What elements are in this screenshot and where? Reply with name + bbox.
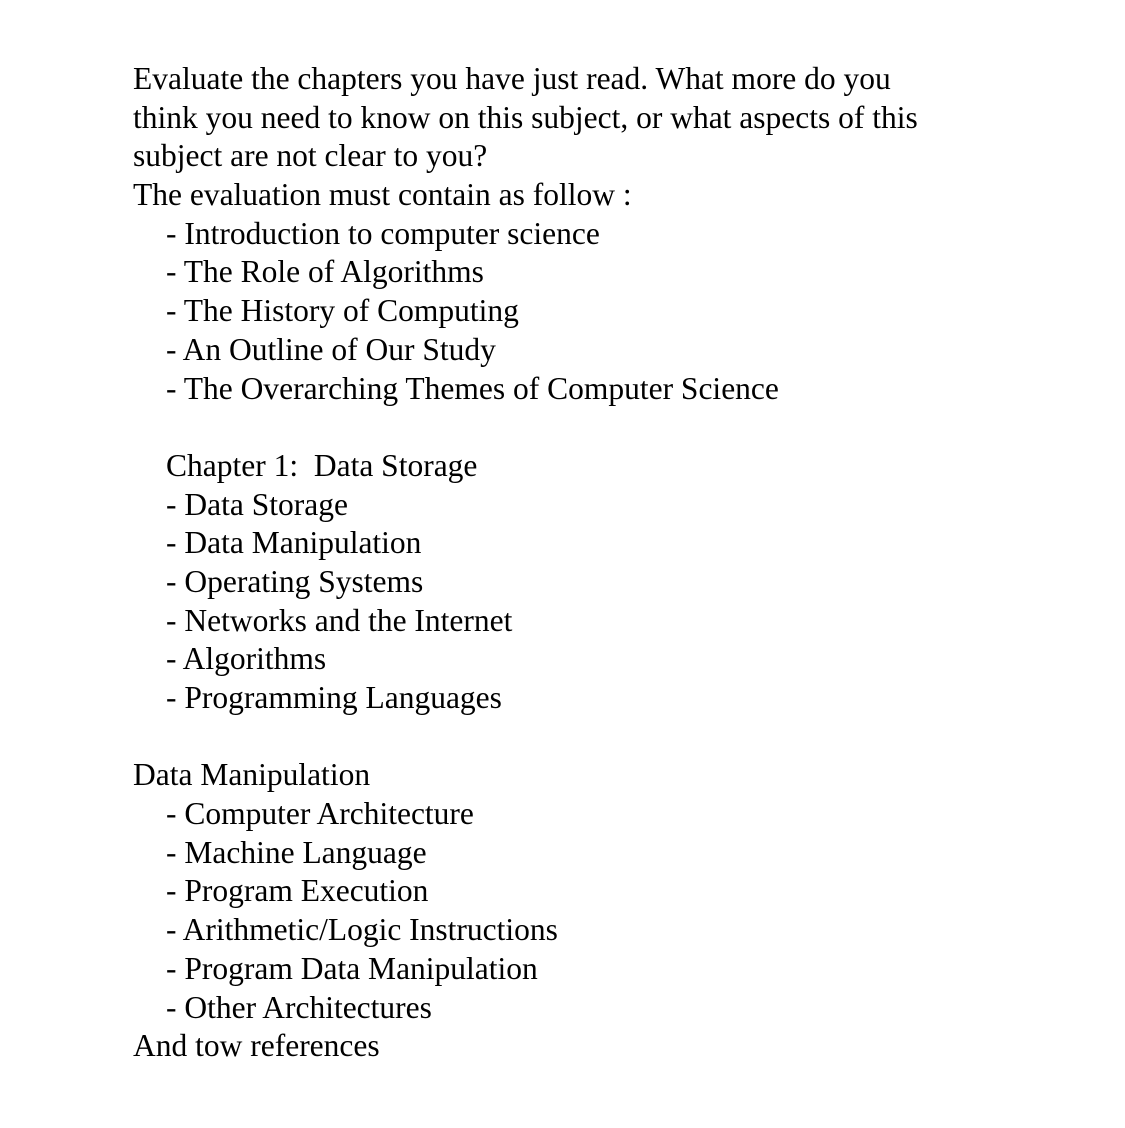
list-item: - Machine Language (166, 834, 427, 870)
data-manipulation-section (133, 756, 1033, 1027)
section-heading: Data Manipulation (133, 757, 371, 793)
document-body (133, 60, 1033, 1066)
list-item: - Other Architectures (166, 989, 432, 1025)
list-item: - Program Data Manipulation (166, 950, 538, 986)
intro-line-2: think you need to know on this subject, or what aspects of this (133, 99, 918, 135)
list-item: - An Outline of Our Study (166, 331, 496, 367)
list-item: - The Overarching Themes of Computer Science (166, 370, 779, 406)
list-item: - Programming Languages (166, 680, 502, 715)
list-item: - Computer Architecture (166, 796, 474, 832)
list-item: - Data Manipulation (166, 525, 422, 561)
list-item: - Introduction to computer science (166, 215, 600, 251)
spacer (133, 408, 1033, 447)
list-item: - Program Execution (166, 873, 429, 909)
list-item: - Data Storage (166, 486, 348, 522)
list-item: - Arithmetic/Logic Instructions (166, 912, 558, 948)
spacer (133, 718, 1033, 757)
intro-line-1: Evaluate the chapters you have just read. What more do you (133, 61, 891, 96)
chapter-1-section (133, 447, 1033, 718)
list-item: - Operating Systems (166, 563, 424, 599)
list-item: - The History of Computing (166, 293, 519, 329)
intro-line-3: subject are not clear to you? (133, 138, 488, 174)
closing-line: And tow references (133, 1028, 380, 1064)
list-item: - Algorithms (166, 641, 327, 677)
intro-line-4: The evaluation must contain as follow : (133, 177, 632, 213)
section-heading: Chapter 1: Data Storage (166, 447, 478, 483)
list-item: - The Role of Algorithms (166, 254, 484, 290)
intro-topic-list (133, 215, 1033, 408)
list-item: - Networks and the Internet (166, 602, 513, 638)
